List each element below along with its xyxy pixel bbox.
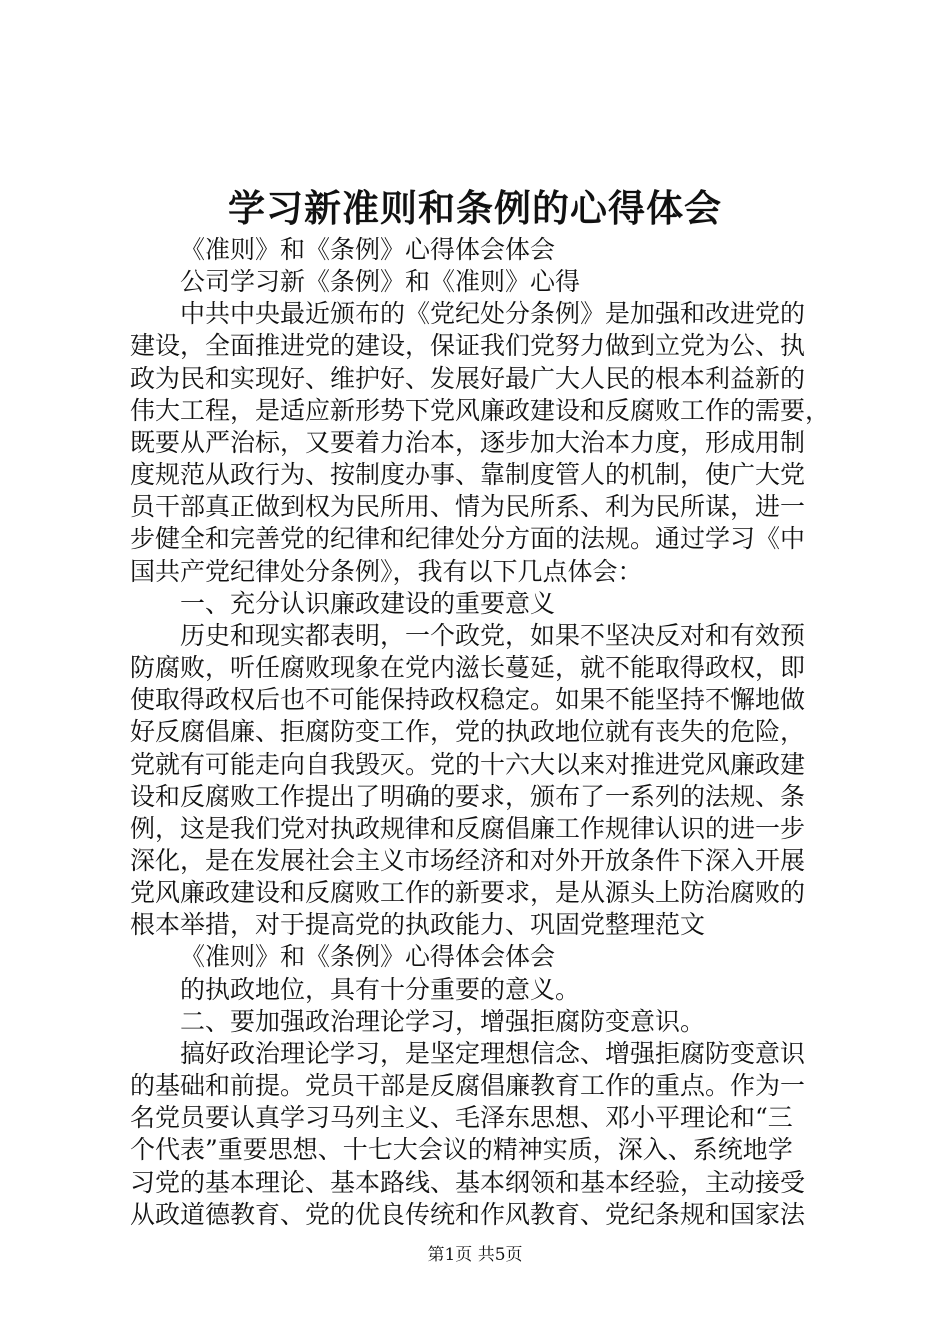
text-line: 的基础和前提。党员干部是反腐倡廉教育工作的重点。作为一 (130, 1071, 806, 1101)
text-line: 员干部真正做到权为民所用、情为民所系、利为民所谋，进一 (130, 492, 806, 522)
text-line: 建设，全面推进党的建设，保证我们党努力做到立党为公、执 (130, 331, 806, 361)
text-line: 根本举措，对于提高党的执政能力、巩固党整理范文 (130, 910, 706, 940)
text-line: 公司学习新《条例》和《准则》心得 (180, 267, 581, 297)
text-line: 《准则》和《条例》心得体会体会 (180, 942, 556, 972)
text-line: 深化，是在发展社会主义市场经济和对外开放条件下深入开展 (130, 845, 806, 875)
text-line: 防腐败，听任腐败现象在党内滋长蔓延，就不能取得政权，即 (130, 653, 806, 683)
page-title: 学习新准则和条例的心得体会 (228, 186, 722, 230)
text-line: 从政道德教育、党的优良传统和作风教育、党纪条规和国家法 (130, 1199, 806, 1229)
text-line: 个代表”重要思想、十七大会议的精神实质，深入、系统地学 (130, 1135, 793, 1165)
text-line: 党就有可能走向自我毁灭。党的十六大以来对推进党风廉政建 (130, 749, 806, 779)
document-body (130, 234, 850, 1231)
text-line: 历史和现实都表明，一个政党，如果不坚决反对和有效预 (180, 620, 806, 650)
page-footer: 第1页 共5页 (427, 1245, 523, 1265)
text-line: 习党的基本理论、基本路线、基本纲领和基本经验，主动接受 (130, 1167, 806, 1197)
text-line: 步健全和完善党的纪律和纪律处分方面的法规。通过学习《中 (130, 524, 806, 554)
text-line: 的执政地位，具有十分重要的意义。 (180, 974, 581, 1004)
text-line: 好反腐倡廉、拒腐防变工作，党的执政地位就有丧失的危险， (130, 717, 806, 747)
text-line: 政为民和实现好、维护好、发展好最广大人民的根本利益新的 (130, 363, 806, 393)
text-line: 既要从严治标，又要着力治本，逐步加大治本力度，形成用制 (130, 427, 806, 457)
text-line: 中共中央最近颁布的《党纪处分条例》是加强和改进党的 (180, 299, 806, 329)
text-line: 设和反腐败工作提出了明确的要求，颁布了一系列的法规、条 (130, 781, 806, 811)
text-line: 伟大工程，是适应新形势下党风廉政建设和反腐败工作的需要， (130, 395, 831, 425)
text-line: 名党员要认真学习马列主义、毛泽东思想、邓小平理论和“三 (130, 1103, 793, 1133)
text-line: 使取得政权后也不可能保持政权稳定。如果不能坚持不懈地做 (130, 685, 806, 715)
text-line: 例，这是我们党对执政规律和反腐倡廉工作规律认识的进一步 (130, 813, 806, 843)
text-line: 度规范从政行为、按制度办事、靠制度管人的机制，使广大党 (130, 460, 806, 490)
text-line: 党风廉政建设和反腐败工作的新要求，是从源头上防治腐败的 (130, 878, 806, 908)
text-line: 二、要加强政治理论学习，增强拒腐防变意识。 (180, 1006, 706, 1036)
text-line: 国共产党纪律处分条例》，我有以下几点体会： (130, 556, 643, 586)
text-line: 搞好政治理论学习，是坚定理想信念、增强拒腐防变意识 (180, 1038, 806, 1068)
text-line: 《准则》和《条例》心得体会体会 (180, 235, 556, 264)
text-line: 一、充分认识廉政建设的重要意义 (180, 588, 556, 618)
